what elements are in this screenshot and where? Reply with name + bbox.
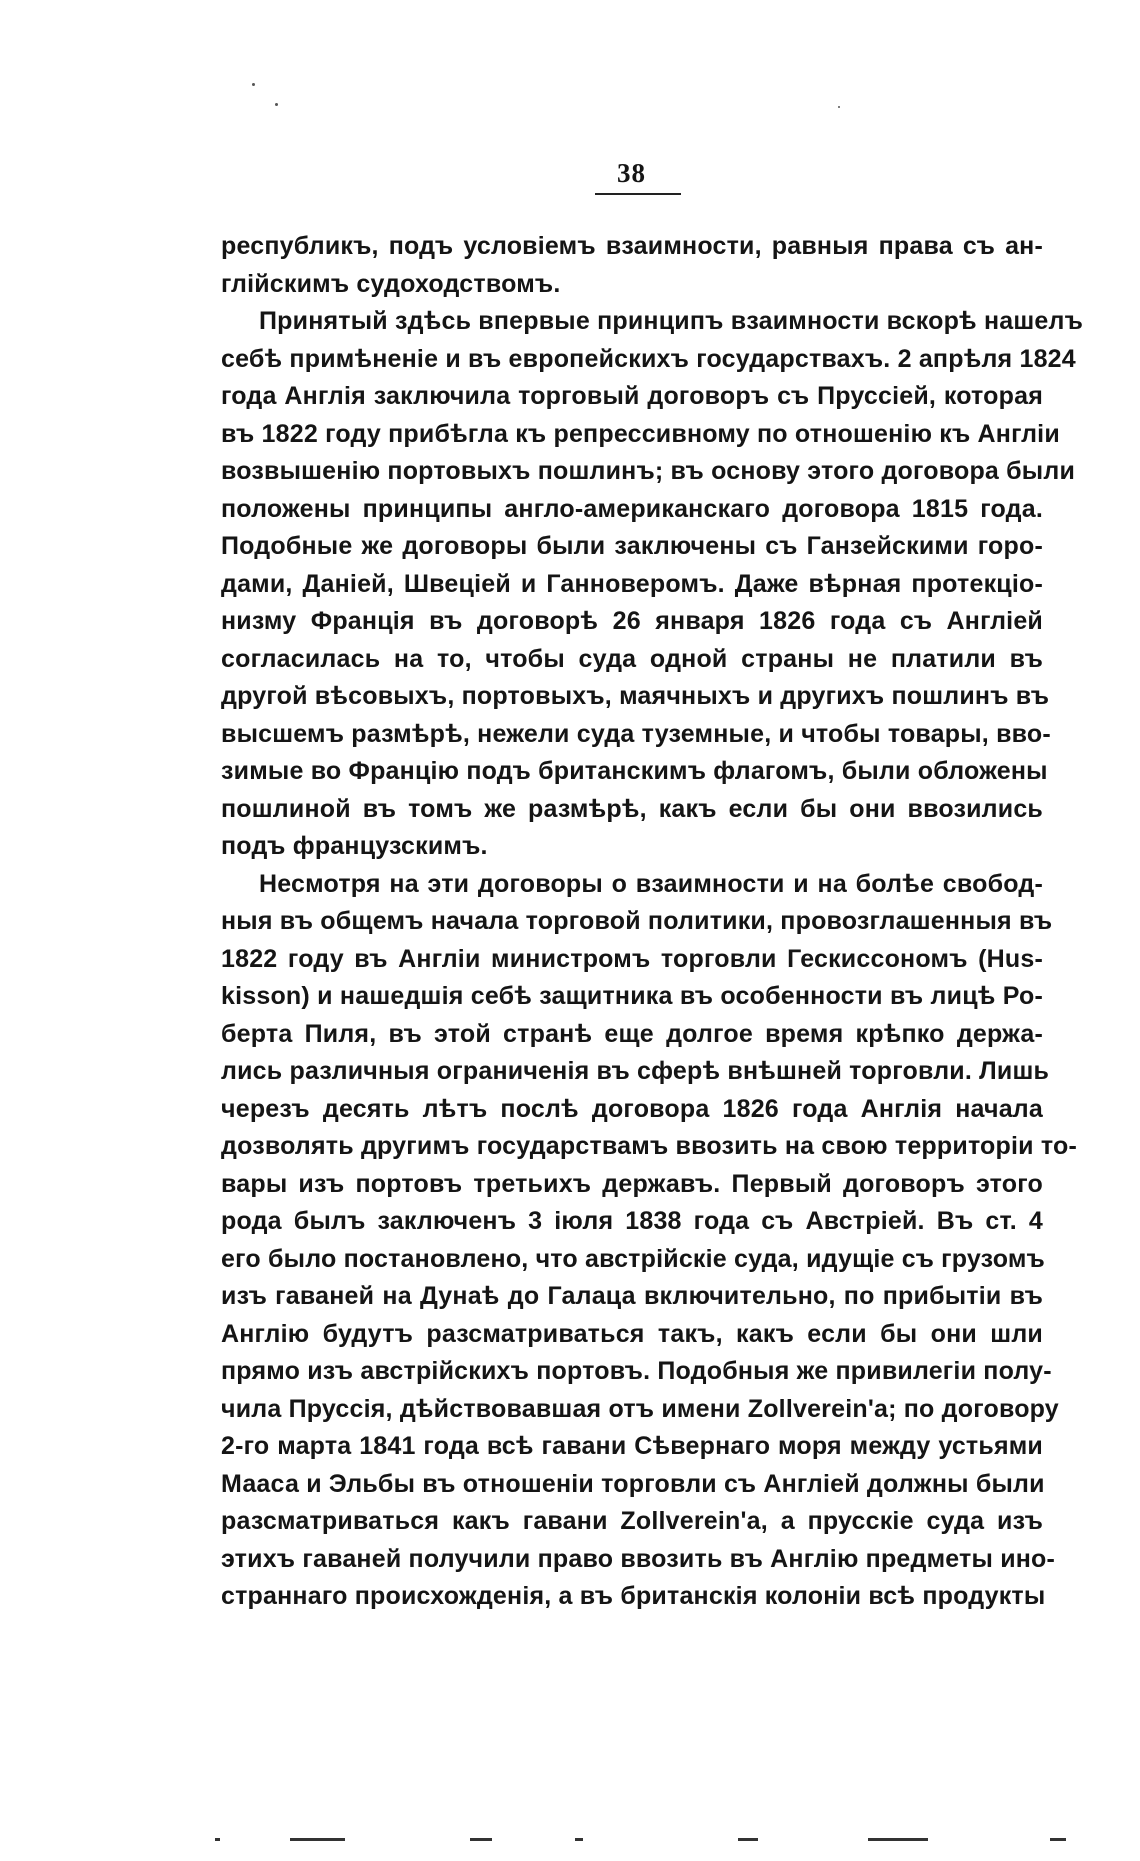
- text-line: года Англія заключила торговый договоръ съ Пруссіей, которая: [221, 382, 1043, 410]
- page-number-underline: [595, 193, 681, 195]
- text-line: глійскимъ судоходствомъ.: [221, 269, 561, 298]
- text-line: разсматриваться какъ гавани Zollverein'a, а прусскіе суда изъ: [221, 1507, 1043, 1535]
- body-text: [221, 228, 1084, 1616]
- text-line: республикъ, подъ условіемъ взаимности, равныя права съ ан-: [221, 232, 1043, 260]
- text-line: kisson) и нашедшія себѣ защитника въ особенности въ лицѣ Ро-: [221, 982, 1043, 1010]
- text-line: другой вѣсовыхъ, портовыхъ, маячныхъ и другихъ пошлинъ въ: [221, 682, 1050, 710]
- text-line: чила Пруссія, дѣйствовавшая отъ имени Zollverein'a; по договору: [221, 1394, 1059, 1423]
- text-line: согласилась на то, чтобы суда одной страны не платили въ: [221, 644, 1043, 673]
- scan-speck: [838, 106, 840, 108]
- text-line: дами, Даніей, Швеціей и Ганноверомъ. Даже вѣрная протекціо-: [221, 569, 1043, 598]
- text-line: его было постановлено, что австрійскіе суда, идущіе съ грузомъ: [221, 1244, 1045, 1273]
- text-line: Подобные же договоры были заключены съ Ганзейскими горо-: [221, 532, 1043, 560]
- text-line: зимые во Францію подъ британскимъ флагомъ, были обложены: [221, 757, 1048, 785]
- text-line: дозволять другимъ государствамъ ввозить на свою территоріи то-: [221, 1132, 1077, 1160]
- text-line: лись различныя ограниченія въ сферѣ внѣшней торговли. Лишь: [221, 1057, 1050, 1085]
- text-line: пошлиной въ томъ же размѣрѣ, какъ если бы они ввозились: [221, 794, 1043, 823]
- page-number: 38: [617, 158, 646, 188]
- text-line: высшемъ размѣрѣ, нежели суда туземные, и чтобы товары, вво-: [221, 719, 1051, 748]
- text-line: въ 1822 году прибѣгла къ репрессивному по отношенію къ Англіи: [221, 419, 1060, 448]
- text-line: Несмотря на эти договоры о взаимности и на болѣе свобод-: [259, 869, 1043, 898]
- text-line: страннаго происхожденія, а въ британскія колоніи всѣ продукты: [221, 1582, 1046, 1610]
- text-line: черезъ десять лѣтъ послѣ договора 1826 года Англія начала: [221, 1094, 1043, 1123]
- text-line: вары изъ портовъ третьихъ державъ. Первый договоръ этого: [221, 1169, 1043, 1198]
- text-line: Англію будутъ разсматриваться такъ, какъ если бы они шли: [221, 1319, 1043, 1348]
- text-line: себѣ примѣненіе и въ европейскихъ государствахъ. 2 апрѣля 1824: [221, 344, 1076, 373]
- scan-speck: [275, 103, 278, 106]
- text-line: рода былъ заключенъ 3 іюля 1838 года съ Австріей. Въ ст. 4: [221, 1207, 1043, 1235]
- text-line: прямо изъ австрійскихъ портовъ. Подобныя же привилегіи полу-: [221, 1357, 1052, 1385]
- text-line: этихъ гаваней получили право ввозить въ Англію предметы ино-: [221, 1544, 1056, 1573]
- text-line: Мааса и Эльбы въ отношеніи торговли съ Англіей должны были: [221, 1469, 1045, 1498]
- text-line: положены принципы англо-американскаго договора 1815 года.: [221, 494, 1043, 523]
- text-line: ныя въ общемъ начала торговой политики, провозглашенныя въ: [221, 907, 1053, 935]
- text-line: подъ французскимъ.: [221, 832, 488, 860]
- text-line: берта Пиля, въ этой странѣ еще долгое время крѣпко держа-: [221, 1019, 1043, 1048]
- text-line: изъ гаваней на Дунаѣ до Галаца включительно, по прибытіи въ: [221, 1282, 1043, 1310]
- text-line: 2-го марта 1841 года всѣ гавани Сѣвернаго моря между устьями: [221, 1432, 1043, 1460]
- scan-bottom-edge: [0, 1838, 1140, 1848]
- text-line: 1822 году въ Англіи министромъ торговли Гескиссономъ (Hus-: [221, 944, 1043, 973]
- scan-speck: [252, 83, 255, 86]
- text-line: Принятый здѣсь впервые принципъ взаимности вскорѣ нашелъ: [259, 307, 1084, 335]
- text-line: возвышенію портовыхъ пошлинъ; въ основу этого договора были: [221, 457, 1076, 485]
- text-line: низму Франція въ договорѣ 26 января 1826 года съ Англіей: [221, 607, 1043, 635]
